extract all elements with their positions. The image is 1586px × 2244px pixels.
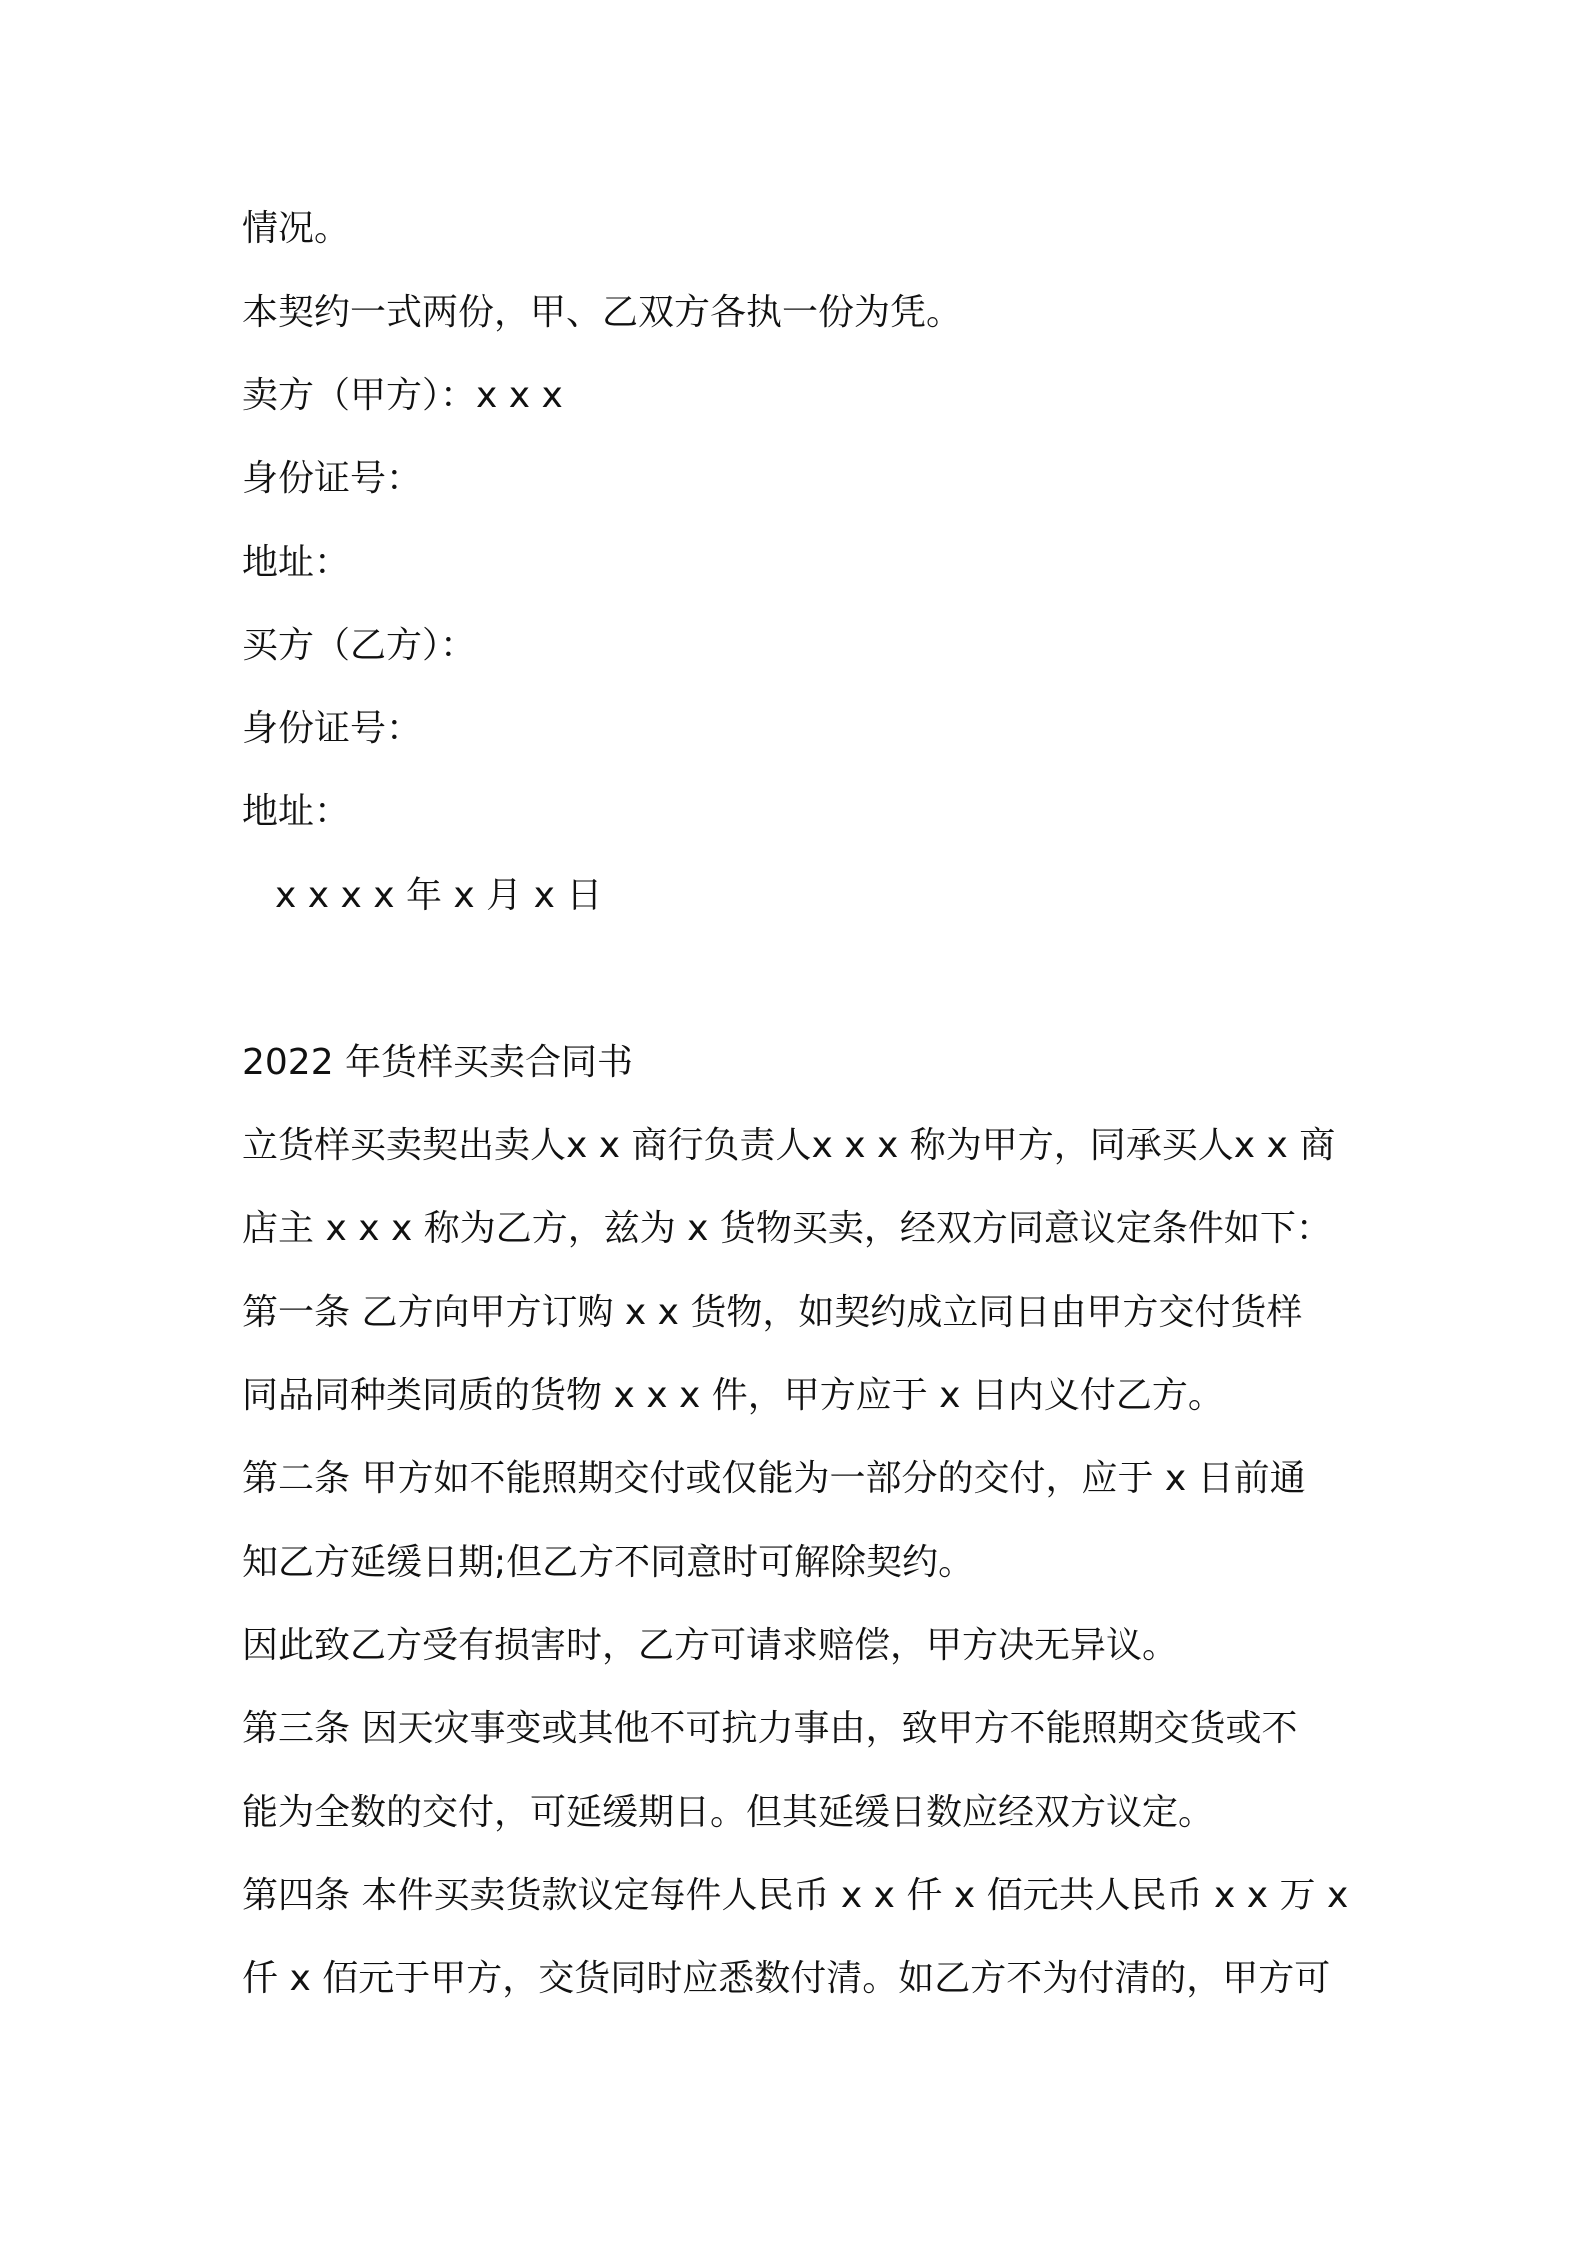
date-line: x x x x 年 x 月 x 日 — [275, 875, 603, 916]
contract-title: 2022 年货样买卖合同书 — [242, 1042, 634, 1083]
article-1-line: 第一条 乙方向甲方订购 x x 货物，如契约成立同日由甲方交付货样 — [242, 1292, 1303, 1333]
seller-id-line: 身份证号： — [242, 458, 423, 499]
text-line: 立货样买卖契出卖人x x 商行负责人x x x 称为甲方，同承买人x x 商 — [242, 1125, 1336, 1166]
text-line: 因此致乙方受有损害时，乙方可请求赔偿，甲方决无异议。 — [242, 1625, 1179, 1666]
buyer-id-line: 身份证号： — [242, 708, 423, 749]
text-line: 同品同种类同质的货物 x x x 件，甲方应于 x 日内义付乙方。 — [242, 1375, 1224, 1416]
text-line: 店主 x x x 称为乙方，兹为 x 货物买卖，经双方同意议定条件如下： — [242, 1208, 1332, 1249]
text-line: 知乙方延缓日期;但乙方不同意时可解除契约。 — [242, 1542, 975, 1583]
buyer-address-line: 地址： — [242, 791, 351, 832]
seller-line: 卖方（甲方）：x x x — [242, 375, 563, 416]
text-line: 本契约一式两份，甲、乙双方各执一份为凭。 — [242, 292, 963, 333]
article-3-line: 第三条 因天灾事变或其他不可抗力事由，致甲方不能照期交货或不 — [242, 1708, 1298, 1749]
seller-address-line: 地址： — [242, 542, 351, 583]
article-2-line: 第二条 甲方如不能照期交付或仅能为一部分的交付，应于 x 日前通 — [242, 1458, 1306, 1499]
article-4-line: 第四条 本件买卖货款议定每件人民币 x x 仟 x 佰元共人民币 x x 万 x — [242, 1875, 1349, 1916]
text-line: 情况。 — [242, 208, 351, 249]
text-line: 仟 x 佰元于甲方，交货同时应悉数付清。如乙方不为付清的，甲方可 — [242, 1958, 1331, 1999]
buyer-line: 买方（乙方）： — [242, 625, 477, 666]
text-line: 能为全数的交付，可延缓期日。但其延缓日数应经双方议定。 — [242, 1792, 1215, 1833]
